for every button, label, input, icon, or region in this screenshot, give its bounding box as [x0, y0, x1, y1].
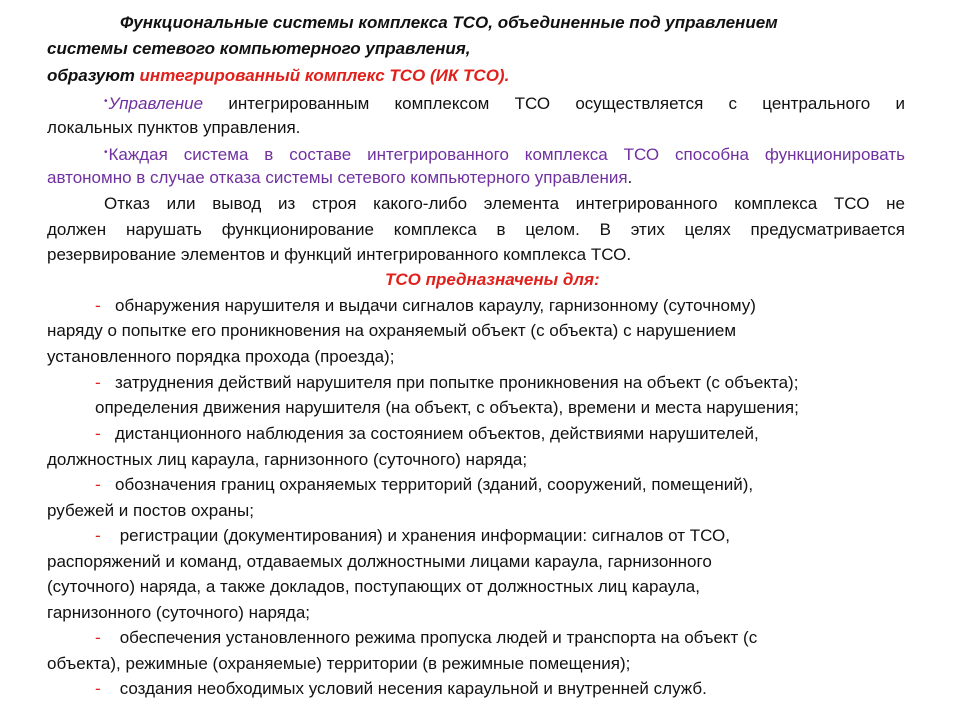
item-text: должностных лиц караула, гарнизонного (суточного) наряда;: [47, 450, 528, 469]
item-text: гарнизонного (суточного) наряда;: [47, 603, 311, 622]
dash-icon: -: [95, 628, 101, 647]
list-item: [95, 424, 905, 444]
para1-text-2: локальных пунктов управления.: [47, 118, 301, 137]
item-text: обозначения границ охраняемых территорий (зданий, сооружений, помещений),: [115, 475, 754, 494]
item-text: регистрации (документирования) и хранения информации: сигналов от ТСО,: [115, 526, 731, 545]
item-text: установленного порядка прохода (проезда);: [47, 347, 395, 366]
dash-icon: -: [95, 679, 101, 698]
para1-lead: Управление: [108, 94, 204, 113]
dash-icon: -: [95, 424, 101, 443]
title-text-1: Функциональные системы комплекса ТСО, объединенные под управлением: [120, 13, 778, 32]
item-text: объекта), режимные (охраняемые) территории (в режимные помещения);: [47, 654, 631, 673]
para2-line-1: [104, 143, 905, 165]
dash-icon: -: [95, 526, 101, 545]
item-text: распоряжений и команд, отдаваемых должностными лицами караула, гарнизонного: [47, 552, 712, 571]
para2-text-1: Каждая система в составе интегрированного комплекса ТСО способна функционировать: [108, 145, 905, 164]
para3-line-3: [47, 245, 905, 265]
item-text: наряду о попытке его проникновения на охраняемый объект (с объекта) с нарушением: [47, 321, 737, 340]
item-text: (суточного) наряда, а также докладов, поступающих от должностных лиц караула,: [47, 577, 700, 596]
purpose-heading-text: ТСО предназначены для:: [385, 270, 600, 289]
item-text: рубежей и постов охраны;: [47, 501, 254, 520]
purpose-heading: [385, 270, 685, 290]
title-line-2: [47, 39, 905, 59]
list-item: [95, 526, 905, 546]
title-text-2: системы сетевого компьютерного управления,: [47, 39, 471, 58]
item-text: дистанционного наблюдения за состоянием объектов, действиями нарушителей,: [115, 424, 759, 443]
para2-line-2: [47, 168, 905, 188]
para1-line-1: [104, 92, 905, 114]
para2-period: .: [627, 168, 633, 187]
para3-line-2: [47, 220, 905, 240]
list-item-continuation: [47, 654, 905, 674]
item-text: затруднения действий нарушителя при попытке проникновения на объект (с объекта);: [115, 373, 799, 392]
title-highlight: интегрированный комплекс ТСО (ИК ТСО).: [139, 66, 510, 85]
list-item: [95, 373, 905, 393]
para3-text-1: Отказ или вывод из строя какого-либо элемента интегрированного комплекса ТСО не: [104, 194, 905, 213]
list-item-continuation: [47, 603, 905, 623]
item-text: обеспечения установленного режима пропуска людей и транспорта на объект (с: [115, 628, 758, 647]
dash-icon: -: [95, 296, 101, 315]
title-text-3: образуют: [47, 66, 140, 85]
list-item: [95, 679, 905, 699]
list-item: [95, 296, 905, 316]
list-item-continuation: [47, 347, 905, 367]
list-item-continuation: [47, 450, 905, 470]
list-item-continuation: [47, 577, 905, 597]
list-item-continuation: [95, 398, 905, 418]
title-line-3: [47, 66, 905, 86]
para3-text-2: должен нарушать функционирование комплекса в целом. В этих целях предусматривается: [47, 220, 905, 239]
item-text: обнаружения нарушителя и выдачи сигналов караулу, гарнизонному (суточному): [115, 296, 756, 315]
item-text: создания необходимых условий несения караульной и внутренней служб.: [115, 679, 707, 698]
dash-icon: -: [95, 475, 101, 494]
list-item-continuation: [47, 552, 905, 572]
list-item-continuation: [47, 501, 905, 521]
bullet-icon: •: [104, 147, 108, 158]
item-text: определения движения нарушителя (на объект, с объекта), времени и места нарушения;: [95, 398, 799, 417]
para2-text-2: автономно в случае отказа системы сетевого компьютерного управления: [47, 168, 628, 187]
title-line-1: [120, 13, 900, 33]
dash-icon: -: [95, 373, 101, 392]
para1-text-1: интегрированным комплексом ТСО осуществляется с центрального и: [203, 94, 905, 113]
para1-line-2: [47, 118, 905, 138]
bullet-icon: •: [104, 96, 108, 107]
list-item: [95, 628, 905, 648]
list-item: [95, 475, 905, 495]
para3-line-1: [104, 194, 905, 214]
para3-text-3: резервирование элементов и функций интегрированного комплекса ТСО.: [47, 245, 632, 264]
list-item-continuation: [47, 321, 905, 341]
